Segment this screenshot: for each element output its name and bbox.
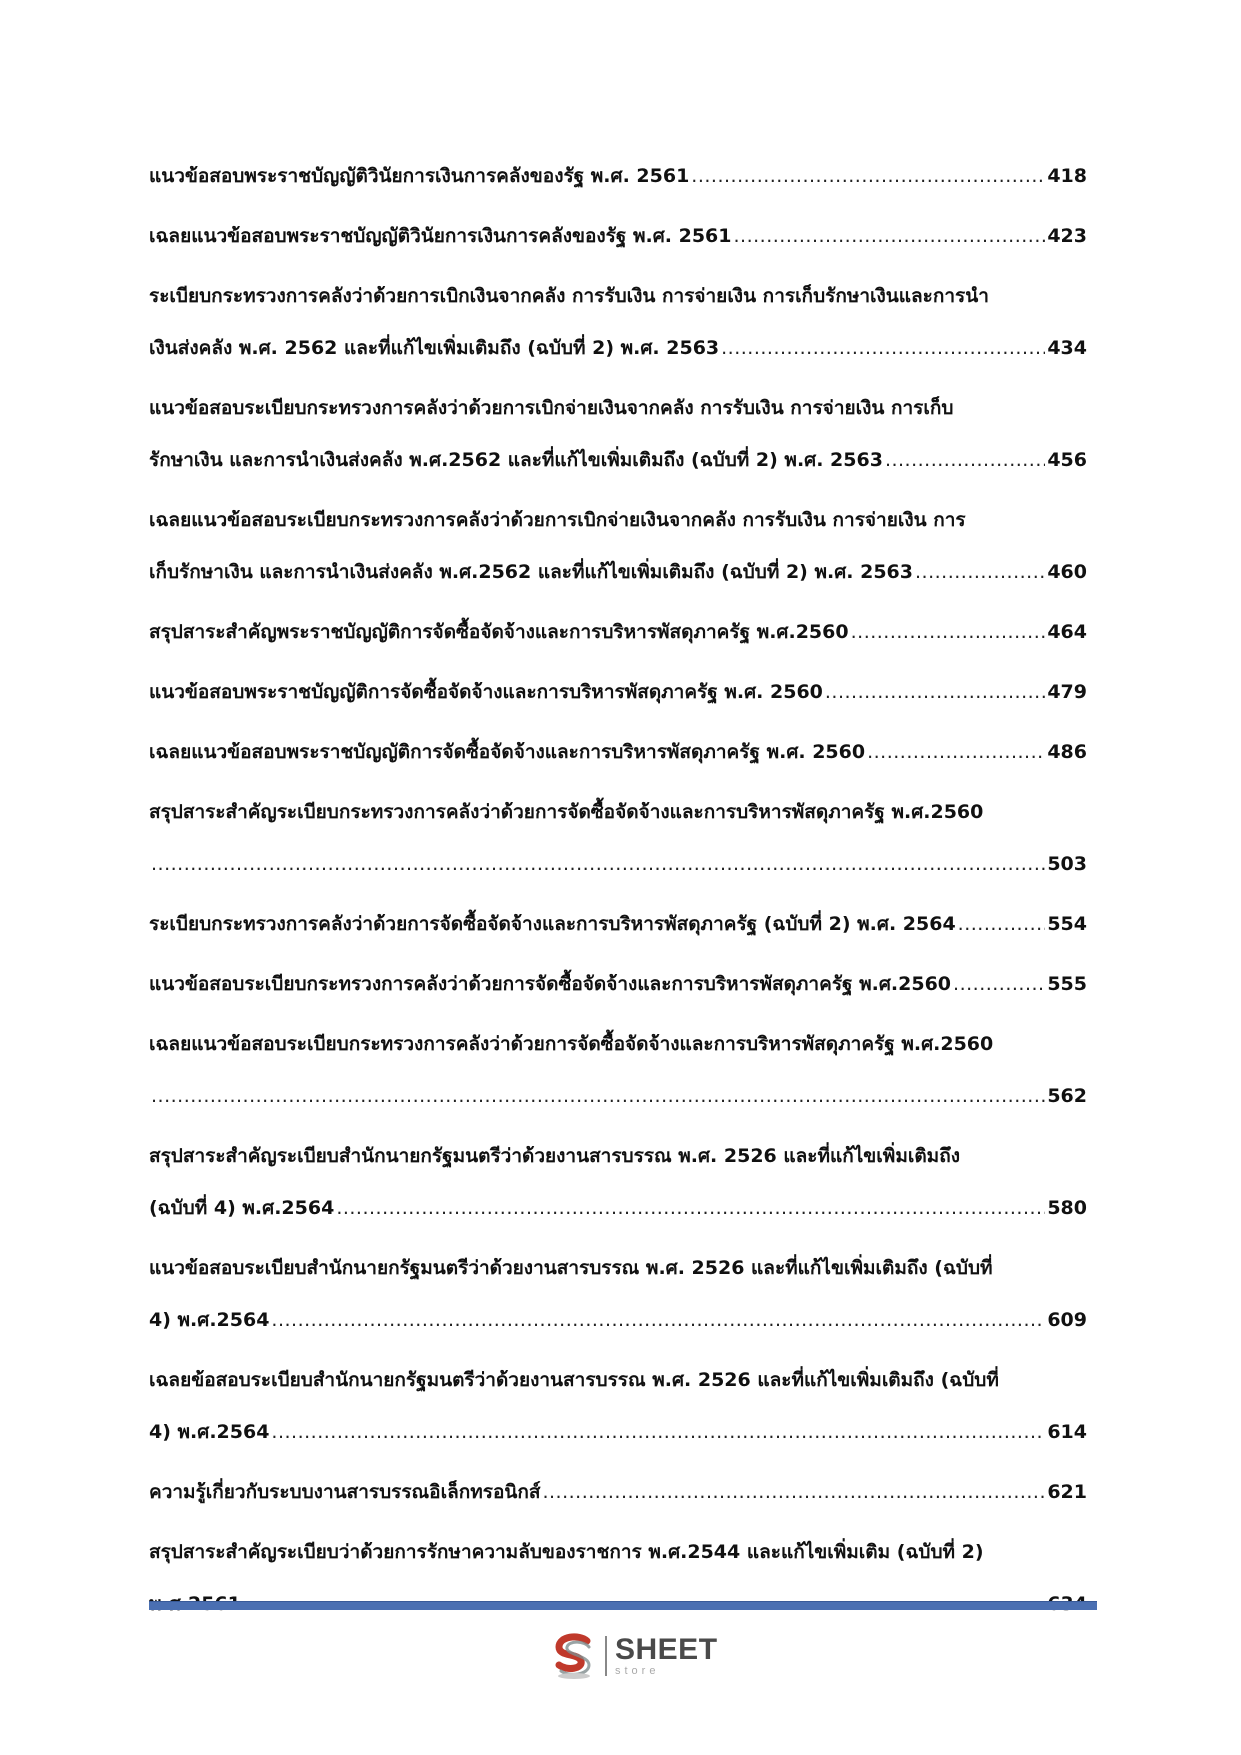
toc-entry-last-line	[149, 1182, 1087, 1234]
toc-dot-leader	[271, 1406, 1045, 1458]
toc-entry-last-line	[149, 1406, 1087, 1458]
toc-entry-title: (ฉบับที่ 4) พ.ศ.2564	[149, 1197, 335, 1219]
toc-entry-last-line	[149, 666, 1087, 718]
toc-dot-leader	[953, 958, 1045, 1010]
toc-dot-leader	[721, 322, 1045, 374]
toc-page-number: 555	[1047, 973, 1087, 995]
toc-entry-last-line	[149, 1294, 1087, 1346]
toc-entry[interactable]	[149, 1354, 1087, 1458]
sheet-store-logo-icon	[549, 1631, 599, 1681]
toc-entry-title: แนวข้อสอบระเบียบกระทรวงการคลังว่าด้วยการจัดซื้อจัดจ้างและการบริหารพัสดุภาครัฐ พ.ศ.2560	[149, 973, 952, 995]
toc-entry[interactable]	[149, 726, 1087, 778]
toc-entry-title: เงินส่งคลัง พ.ศ. 2562 และที่แก้ไขเพิ่มเติมถึง (ฉบับที่ 2) พ.ศ. 2563	[149, 337, 720, 359]
toc-entry[interactable]	[149, 786, 1087, 890]
toc-entry-title: เก็บรักษาเงิน และการนำเงินส่งคลัง พ.ศ.2562 และที่แก้ไขเพิ่มเติมถึง (ฉบับที่ 2) พ.ศ. 2563	[149, 561, 913, 583]
toc-entry-last-line	[149, 546, 1087, 598]
footer-rule	[149, 1601, 1097, 1610]
toc-entry-last-line	[149, 958, 1087, 1010]
toc-page-number: 460	[1047, 561, 1087, 583]
toc-entry-title-line: เฉลยแนวข้อสอบระเบียบกระทรวงการคลังว่าด้วยการเบิกจ่ายเงินจากคลัง การรับเงิน การจ่ายเงิน การ	[149, 509, 966, 531]
toc-entry-title-line: สรุปสาระสำคัญระเบียบกระทรวงการคลังว่าด้วยการจัดซื้อจัดจ้างและการบริหารพัสดุภาครัฐ พ.ศ.2560	[149, 801, 984, 823]
toc-entry-title: 4) พ.ศ.2564	[149, 1309, 270, 1331]
toc-page-number: 464	[1047, 621, 1087, 643]
logo-word: SHEET	[615, 1633, 718, 1666]
logo-divider	[605, 1636, 607, 1676]
toc-entry-title: สรุปสาระสำคัญพระราชบัญญัติการจัดซื้อจัดจ้างและการบริหารพัสดุภาครัฐ พ.ศ.2560	[149, 621, 849, 643]
toc-entry-last-line	[149, 210, 1087, 262]
toc-dot-leader	[271, 1294, 1045, 1346]
toc-entry-title-line: แนวข้อสอบระเบียบกระทรวงการคลังว่าด้วยการเบิกจ่ายเงินจากคลัง การรับเงิน การจ่ายเงิน การเก็บ	[149, 397, 954, 419]
logo-subword: store	[615, 1665, 660, 1677]
toc-page-number: 562	[1047, 1085, 1087, 1107]
toc-page-number: 418	[1047, 165, 1087, 187]
toc-dot-leader	[885, 434, 1045, 486]
table-of-contents	[149, 150, 1087, 1630]
toc-page-number: 423	[1047, 225, 1087, 247]
toc-page-number: 580	[1047, 1197, 1087, 1219]
toc-page-number: 434	[1047, 337, 1087, 359]
toc-entry-title: แนวข้อสอบพระราชบัญญัติวินัยการเงินการคลังของรัฐ พ.ศ. 2561	[149, 165, 690, 187]
sheet-store-logo	[549, 1628, 718, 1684]
toc-entry-last-line	[149, 606, 1087, 658]
toc-page-number: 479	[1047, 681, 1087, 703]
toc-entry[interactable]	[149, 666, 1087, 718]
toc-entry[interactable]	[149, 606, 1087, 658]
toc-dot-leader	[915, 546, 1045, 598]
toc-entry[interactable]	[149, 1242, 1087, 1346]
toc-dot-leader	[151, 838, 1045, 890]
toc-entry[interactable]	[149, 1466, 1087, 1518]
toc-entry-title: รักษาเงิน และการนำเงินส่งคลัง พ.ศ.2562 และที่แก้ไขเพิ่มเติมถึง (ฉบับที่ 2) พ.ศ. 2563	[149, 449, 883, 471]
toc-page-number: 554	[1047, 913, 1087, 935]
toc-entry-title-line: สรุปสาระสำคัญระเบียบว่าด้วยการรักษาความลับของราชการ พ.ศ.2544 และแก้ไขเพิ่มเติม (ฉบับที่ 2)	[149, 1541, 984, 1563]
toc-entry-last-line	[149, 726, 1087, 778]
toc-dot-leader	[825, 666, 1045, 718]
toc-entry-title: เฉลยแนวข้อสอบพระราชบัญญัติวินัยการเงินการคลังของรัฐ พ.ศ. 2561	[149, 225, 732, 247]
toc-dot-leader	[691, 150, 1045, 202]
toc-page-number: 614	[1047, 1421, 1087, 1443]
toc-entry-title-line: แนวข้อสอบระเบียบสำนักนายกรัฐมนตรีว่าด้วยงานสารบรรณ พ.ศ. 2526 และที่แก้ไขเพิ่มเติมถึง (ฉบับที่	[149, 1257, 993, 1279]
toc-dot-leader	[851, 606, 1046, 658]
toc-entry-last-line	[149, 898, 1087, 950]
logo-text	[615, 1635, 718, 1677]
toc-dot-leader	[151, 1070, 1045, 1122]
toc-entry-title: ระเบียบกระทรวงการคลังว่าด้วยการจัดซื้อจัดจ้างและการบริหารพัสดุภาครัฐ (ฉบับที่ 2) พ.ศ. 2564	[149, 913, 956, 935]
toc-entry-title: 4) พ.ศ.2564	[149, 1421, 270, 1443]
toc-entry[interactable]	[149, 898, 1087, 950]
toc-page-number: 609	[1047, 1309, 1087, 1331]
toc-entry-last-line	[149, 322, 1087, 374]
toc-dot-leader	[867, 726, 1045, 778]
toc-entry[interactable]	[149, 382, 1087, 486]
toc-entry-title-line: เฉลยแนวข้อสอบระเบียบกระทรวงการคลังว่าด้วยการจัดซื้อจัดจ้างและการบริหารพัสดุภาครัฐ พ.ศ.2560	[149, 1033, 994, 1055]
toc-dot-leader	[734, 210, 1046, 262]
toc-entry[interactable]	[149, 494, 1087, 598]
toc-entry[interactable]	[149, 210, 1087, 262]
toc-dot-leader	[958, 898, 1046, 950]
toc-page-number: 456	[1047, 449, 1087, 471]
toc-entry-last-line	[149, 1466, 1087, 1518]
toc-entry[interactable]	[149, 150, 1087, 202]
toc-entry-title: ความรู้เกี่ยวกับระบบงานสารบรรณอิเล็กทรอนิกส์	[149, 1481, 541, 1503]
toc-entry-last-line	[149, 434, 1087, 486]
toc-entry[interactable]	[149, 958, 1087, 1010]
toc-page-number: 621	[1047, 1481, 1087, 1503]
toc-entry-title: แนวข้อสอบพระราชบัญญัติการจัดซื้อจัดจ้างและการบริหารพัสดุภาครัฐ พ.ศ. 2560	[149, 681, 823, 703]
toc-dot-leader	[542, 1466, 1045, 1518]
toc-dot-leader	[336, 1182, 1045, 1234]
toc-entry[interactable]	[149, 1130, 1087, 1234]
toc-entry-last-line	[149, 150, 1087, 202]
toc-entry[interactable]	[149, 1018, 1087, 1122]
toc-entry-last-line	[149, 838, 1087, 890]
toc-entry-title-line: เฉลยข้อสอบระเบียบสำนักนายกรัฐมนตรีว่าด้วยงานสารบรรณ พ.ศ. 2526 และที่แก้ไขเพิ่มเติมถึง (ฉบับที่	[149, 1369, 999, 1391]
toc-entry-title-line: ระเบียบกระทรวงการคลังว่าด้วยการเบิกเงินจากคลัง การรับเงิน การจ่ายเงิน การเก็บรักษาเงินและการนำ	[149, 285, 989, 307]
toc-entry[interactable]	[149, 1526, 1087, 1630]
toc-entry[interactable]	[149, 270, 1087, 374]
toc-page-number: 486	[1047, 741, 1087, 763]
toc-entry-title: เฉลยแนวข้อสอบพระราชบัญญัติการจัดซื้อจัดจ้างและการบริหารพัสดุภาครัฐ พ.ศ. 2560	[149, 741, 866, 763]
toc-entry-last-line	[149, 1070, 1087, 1122]
toc-entry-title-line: สรุปสาระสำคัญระเบียบสำนักนายกรัฐมนตรีว่าด้วยงานสารบรรณ พ.ศ. 2526 และที่แก้ไขเพิ่มเติมถึง	[149, 1145, 960, 1167]
toc-page-number: 503	[1047, 853, 1087, 875]
